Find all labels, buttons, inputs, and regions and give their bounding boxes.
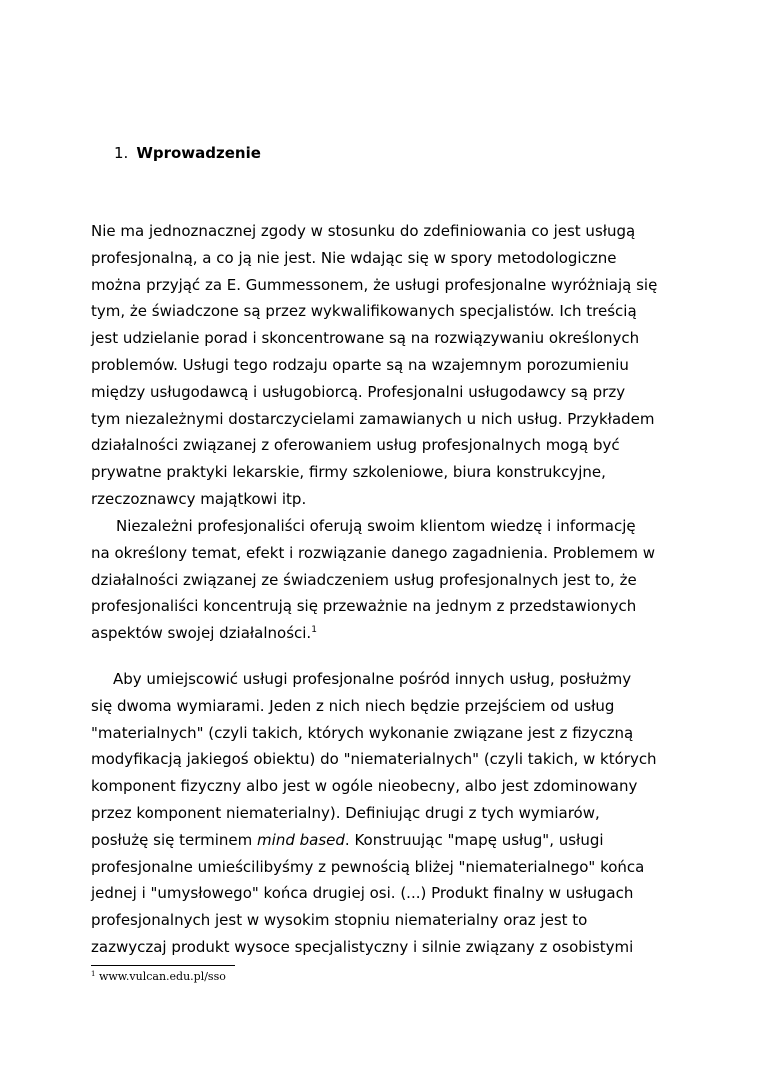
text-line: działalności związanej z oferowaniem usług profesjonalnych mogą być [91, 436, 620, 455]
text-line: komponent fizyczny albo jest w ogóle nieobecny, albo jest zdominowany [91, 777, 638, 796]
text-line: problemów. Usługi tego rodzaju oparte są na wzajemnym porozumieniu [91, 355, 629, 374]
footnote-number: 1 [91, 970, 96, 978]
text-line: tym, że świadczone są przez wykwalifikowanych specjalistów. Ich treścią [91, 302, 637, 321]
section-heading [114, 143, 261, 163]
text-line-with-footnote [91, 620, 681, 647]
text-line: "materialnych" (czyli takich, których wykonanie związane jest z fizyczną [91, 723, 634, 742]
text-line: na określony temat, efekt i rozwiązanie danego zagadnienia. Problemem w [91, 543, 656, 562]
text-line-with-italic [91, 827, 681, 854]
text-segment: aspektów swojej działalności. [91, 624, 312, 643]
italic-term: mind based [257, 830, 345, 849]
text-line: przez komponent niematerialny). Definiując drugi z tych wymiarów, [91, 803, 600, 822]
text-line: Niezależni profesjonaliści oferują swoim klientom wiedzę i informację [116, 517, 636, 535]
text-segment: . Konstruując "mapę usług", usługi [344, 830, 604, 849]
text-line: się dwoma wymiarami. Jeden z nich niech będzie przejściem od usług [91, 696, 615, 715]
text-line: profesjonaliści koncentrują się przeważnie na jednym z przedstawionych [91, 597, 637, 616]
text-line: zazwyczaj produkt wysoce specjalistyczny i silnie związany z osobistymi [91, 937, 634, 956]
paragraph-3 [91, 666, 681, 961]
paragraph-2 [91, 513, 681, 647]
text-line: profesjonalne umieścilibyśmy z pewnością bliżej "niematerialnego" końca [91, 857, 645, 876]
text-segment: posłużę się terminem [91, 830, 258, 849]
section-title: Wprowadzenie [136, 144, 261, 162]
text-line: profesjonalną, a co ją nie jest. Nie wdając się w spory metodologiczne [91, 248, 617, 267]
text-line: jednej i "umysłowego" końca drugiej osi. (...) Produkt finalny w usługach [91, 884, 634, 903]
footnote-reference: 1 [311, 625, 317, 636]
footnote [91, 970, 226, 984]
text-line: tym niezależnymi dostarczycielami zamawianych u nich usług. Przykładem [91, 409, 655, 428]
footnote-separator [91, 965, 235, 966]
text-line: działalności związanej ze świadczeniem usług profesjonalnych jest to, że [91, 570, 637, 589]
text-line: jest udzielanie porad i skoncentrowane są na rozwiązywaniu określonych [91, 329, 640, 348]
text-line: Aby umiejscowić usługi profesjonalne pośród innych usług, posłużmy [113, 670, 632, 688]
footnote-text: www.vulcan.edu.pl/sso [95, 970, 226, 983]
text-line: profesjonalnych jest w wysokim stopniu niematerialny oraz jest to [91, 911, 588, 930]
text-line: prywatne praktyki lekarskie, firmy szkoleniowe, biura konstrukcyjne, [91, 463, 606, 482]
text-line: Nie ma jednoznacznej zgody w stosunku do zdefiniowania co jest usługą [91, 222, 636, 240]
text-line: można przyjąć za E. Gummessonem, że usługi profesjonalne wyróżniają się [91, 275, 658, 294]
text-line: rzeczoznawcy majątkowi itp. [91, 489, 307, 508]
text-line: modyfikacją jakiegoś obiektu) do "niematerialnych" (czyli takich, w których [91, 750, 657, 769]
section-number: 1. [114, 144, 129, 162]
text-line: między usługodawcą i usługobiorcą. Profesjonalni usługodawcy są przy [91, 382, 626, 401]
paragraph-1 [91, 218, 681, 513]
